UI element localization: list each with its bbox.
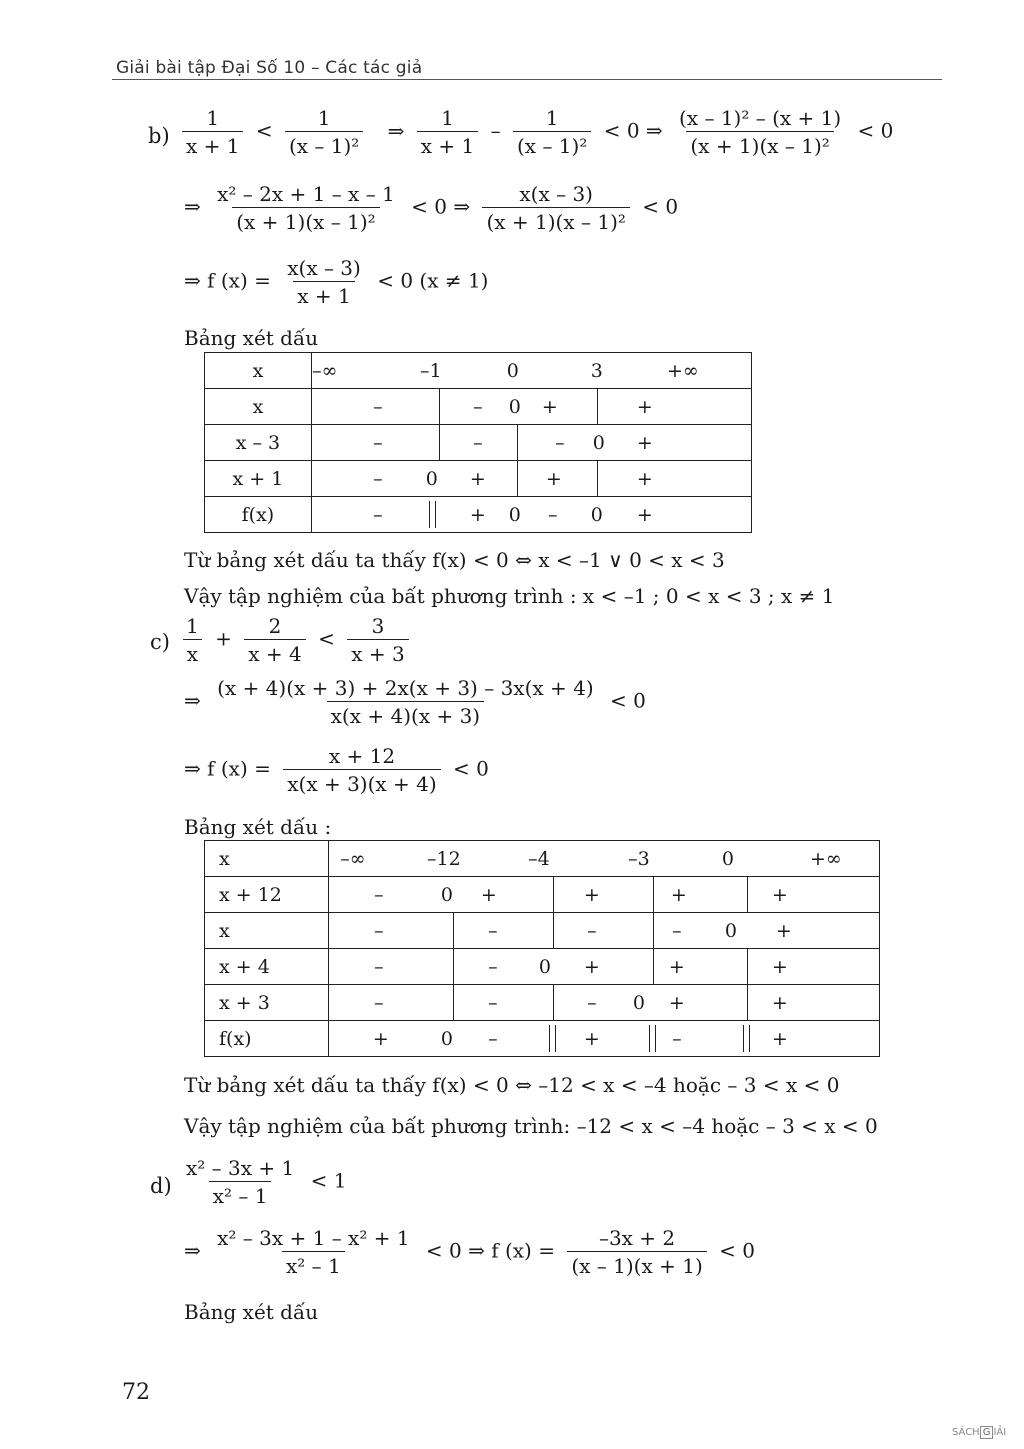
d-line-2: ⇒ $\frac{\text{x² – 3x + 1 – x² + 1}}{\text{x² – 1}}$ < 0 ⇒ f (x) = $\frac{-3x + 2}{(x - 1)(x + 1)}$ < 0 [184, 1226, 755, 1278]
table-row: f(x) – + 0 – 0 + [205, 497, 752, 533]
table-row: x + 3 – – – 0 + + [205, 985, 880, 1021]
table-row: x – 3 – – – 0 + [205, 425, 752, 461]
sign-table-c [204, 840, 880, 1057]
row-label: x [205, 353, 312, 389]
b-line-3: ⇒ f (x) = $\frac{x(x - 3)}{x + 1}$ < 0 (x ≠ 1) [184, 256, 489, 308]
part-c-label: c) [150, 630, 170, 654]
c-line-2: ⇒ $\frac{(x + 4)(x + 3) + 2x(x + 3) - 3x(x + 4)}{x(x + 4)(x + 3)}$ < 0 [184, 676, 646, 728]
b-line-1: $\frac{1}{x + 1}$ < $\frac{1}{\text{(x – 1)²}}$ ⇒ $\frac{1}{x + 1}$ – $\frac{1}{\text{(x – 1)²}}$ < 0 ⇒ $\frac{\text{(x – 1)² – (x + 1)}}{\text{(x + 1)(x – 1)²}}$ < 0 [176, 108, 893, 156]
table-row: f(x) + 0 – + – + [205, 1021, 880, 1057]
table-row: x –∞ –12 –4 –3 0 +∞ [205, 841, 880, 877]
b-line-2: ⇒ $\frac{\text{x² – 2x + 1 – x – 1}}{\text{(x + 1)(x – 1)²}}$ < 0 ⇒ $\frac{x(x - 3)}{\text{(x + 1)(x – 1)²}}$ < 0 [184, 182, 679, 234]
c-line-1: $\frac{1}{x}$ + $\frac{2}{x + 4}$ < $\frac{3}{x + 3}$ [176, 616, 415, 664]
table-row: x + 4 – – 0 + + + [205, 949, 880, 985]
c-conclusion: Từ bảng xét dấu ta thấy f(x) < 0 ⇔ –12 < x < –4 hoặc – 3 < x < 0 [184, 1073, 840, 1097]
table-row: x + 1 – 0 + + + [205, 461, 752, 497]
c-line-3: ⇒ f (x) = $\frac{x + 12}{x(x + 3)(x + 4)}$ < 0 [184, 744, 489, 796]
table-row: x –∞ –1 0 3 +∞ [205, 353, 752, 389]
publisher-logo: SÁCH G IẢI [952, 1427, 1007, 1438]
d-table-title: Bảng xét dấu [184, 1300, 319, 1324]
table-row: x – – 0 + + [205, 389, 752, 425]
table-row: x – – – – 0 + [205, 913, 880, 949]
page-number: 72 [122, 1380, 150, 1405]
b-conclusion: Từ bảng xét dấu ta thấy f(x) < 0 ⇔ x < –1 ∨ 0 < x < 3 [184, 548, 725, 572]
running-title: Giải bài tập Đại Số 10 – Các tác giả [116, 58, 423, 78]
part-b-label: b) [148, 124, 170, 148]
sign-table-b [204, 352, 752, 533]
part-d-label: d) [150, 1174, 172, 1198]
c-table-title: Bảng xét dấu : [184, 815, 332, 839]
header-rule [112, 79, 942, 80]
d-line-1: $\frac{\text{x² – 3x + 1}}{\text{x² – 1}}$ < 1 [186, 1156, 347, 1208]
table-row: x + 12 – 0 + + + + [205, 877, 880, 913]
c-solution-set: Vậy tập nghiệm của bất phương trình: –12 < x < –4 hoặc – 3 < x < 0 [184, 1114, 878, 1138]
b-table-title: Bảng xét dấu [184, 326, 319, 350]
b-solution-set: Vậy tập nghiệm của bất phương trình : x < –1 ; 0 < x < 3 ; x ≠ 1 [184, 584, 835, 608]
